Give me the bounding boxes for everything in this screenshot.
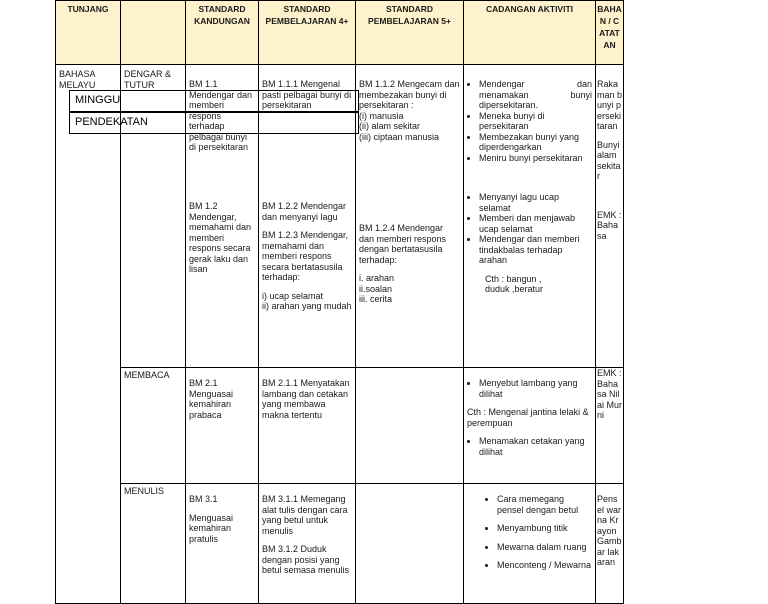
sp4-bm-1-2-3: BM 1.2.3 Mendengar, memahami dan memberi respons secara bertatasusila terhadap: xyxy=(262,230,349,282)
sp5-membaca xyxy=(356,368,464,484)
bahan-emk: EMK : Bahasa xyxy=(597,209,622,241)
aktiviti-membaca xyxy=(464,368,596,484)
bahan-menulis: Pensel warna Krayon Gambar lakaran xyxy=(596,484,624,604)
sp5-item: ii.soalan xyxy=(359,283,393,294)
bahan-dengar-tutur xyxy=(596,65,624,368)
header-standard-pembelajaran-5: STANDARD PEMBELAJARAN 5+ xyxy=(356,1,464,65)
aktiviti-dengar-tutur xyxy=(464,65,596,368)
aktiviti-item: • Menyanyi lagu ucap selamat xyxy=(479,192,592,213)
aktiviti-list-2 xyxy=(467,192,592,266)
bahan-rakaman: Rakaman bunyi persekitaran xyxy=(597,79,623,131)
sp4-item: i) ucap selamat xyxy=(262,290,324,301)
sk-bm-3-1-text: Menguasai kemahiran pratulis xyxy=(189,512,234,544)
sp5-menulis xyxy=(356,484,464,604)
sp4-bm-1-1-1: BM 1.1.1 Mengenal pasti pelbagai bunyi di persekitaran xyxy=(262,79,352,110)
bahan-membaca: EMK : Bahasa Nilai Murni xyxy=(596,368,624,484)
sp5-dengar-tutur xyxy=(356,65,464,368)
header-blank xyxy=(121,1,186,65)
aktiviti-item: • Mewarna dalam ruang xyxy=(497,542,592,553)
header-bahan-catatan: BAHAN / CATATAN xyxy=(596,1,624,65)
row-menulis xyxy=(56,484,624,604)
sp5-item: (i) manusia xyxy=(359,110,404,121)
header-row xyxy=(56,1,624,65)
header-standard-pembelajaran-4: STANDARD PEMBELAJARAN 4+ xyxy=(259,1,356,65)
aktiviti-note: Cth : Mengenal jantina lelaki & perempuan xyxy=(467,407,589,428)
minggu-box: MINGGU xyxy=(69,90,359,112)
sp5-bm-1-2-4: BM 1.2.4 Mendengar dan memberi respons dengan bertatasusila terhadap: xyxy=(359,223,447,265)
sp4-bm-3-1-2: BM 3.1.2 Duduk dengan posisi yang betul semasa menulis xyxy=(262,544,350,575)
aktiviti-item: • Menconteng / Mewarna xyxy=(497,560,592,571)
sp4-bm-3-1-1: BM 3.1.1 Memegang alat tulis dengan cara yang betul untuk menulis xyxy=(262,494,348,536)
aktiviti-note: Cth : bangun , duduk ,beratur xyxy=(485,273,544,294)
aktiviti-item: • Cara memegang pensel dengan betul xyxy=(497,494,592,515)
sp4-item: ii) arahan yang mudah xyxy=(262,301,352,311)
sp5-item: (iii) ciptaan manusia xyxy=(359,131,440,142)
sp4-menulis xyxy=(259,484,356,604)
tunjang-cell: BAHASA MELAYU xyxy=(56,65,121,604)
sk-menulis xyxy=(186,484,259,604)
sp5-item: i. arahan xyxy=(359,273,395,283)
tajuk-menulis: MENULIS xyxy=(121,484,186,604)
aktiviti-item: • Meneka bunyi di persekitaran xyxy=(479,111,592,132)
header-tunjang: TUNJANG xyxy=(56,1,121,65)
bahan-bunyi-alam: Bunyi alam sekitar xyxy=(597,139,621,181)
aktiviti-item: • Mendengar dan memberi tindakbalas terhadap arahan xyxy=(479,234,592,266)
aktiviti-item: • Menyambung titik xyxy=(497,523,592,534)
sk-bm-3-1: BM 3.1 xyxy=(189,494,218,504)
sk-bm-1-2: BM 1.2 Mendengar, memahami dan memberi respons secara gerak laku dan lisan xyxy=(189,201,252,274)
sp5-bm-1-1-2: BM 1.1.2 Mengecam dan membezakan bunyi di persekitaran : xyxy=(359,79,460,110)
sp5-item: iii. cerita xyxy=(359,294,393,304)
aktiviti-item: • Menyebut lambang yang dilihat xyxy=(479,378,592,399)
sp4-bm-1-2-2: BM 1.2.2 Mendengar dan menyanyi lagu xyxy=(262,201,347,222)
aktiviti-item: • Memberi dan menjawab ucap selamat xyxy=(479,213,592,234)
tajuk-membaca: MEMBACA xyxy=(121,368,186,484)
aktiviti-item: • Membezakan bunyi yang diperdengarkan xyxy=(479,132,592,153)
header-standard-kandungan: STANDARD KANDUNGAN xyxy=(186,1,259,65)
aktiviti-list-1 xyxy=(467,79,592,192)
sk-membaca: BM 2.1 Menguasai kemahiran prabaca xyxy=(186,368,259,484)
aktiviti-menulis xyxy=(464,484,596,604)
aktiviti-item: • Meniru bunyi persekitaran xyxy=(479,153,592,164)
sk-bm-1-1: BM 1.1 Mendengar dan memberi respons terhadap pelbagai bunyi di persekitaran xyxy=(189,79,253,152)
sp5-item: (ii) alam sekitar xyxy=(359,121,421,131)
aktiviti-item: • Menamakan cetakan yang dilihat xyxy=(479,436,592,457)
header-cadangan-aktiviti: CADANGAN AKTIVITI xyxy=(464,1,596,65)
row-membaca xyxy=(56,368,624,484)
aktiviti-item: • Mendengar dan menamakan bunyi dipersekitaran. xyxy=(479,79,592,111)
pendekatan-box: PENDEKATAN xyxy=(69,112,359,134)
sp4-membaca: BM 2.1.1 Menyatakan lambang dan cetakan yang membawa makna tertentu xyxy=(259,368,356,484)
tajuk-dengar-tutur: DENGAR & TUTUR xyxy=(121,65,186,368)
